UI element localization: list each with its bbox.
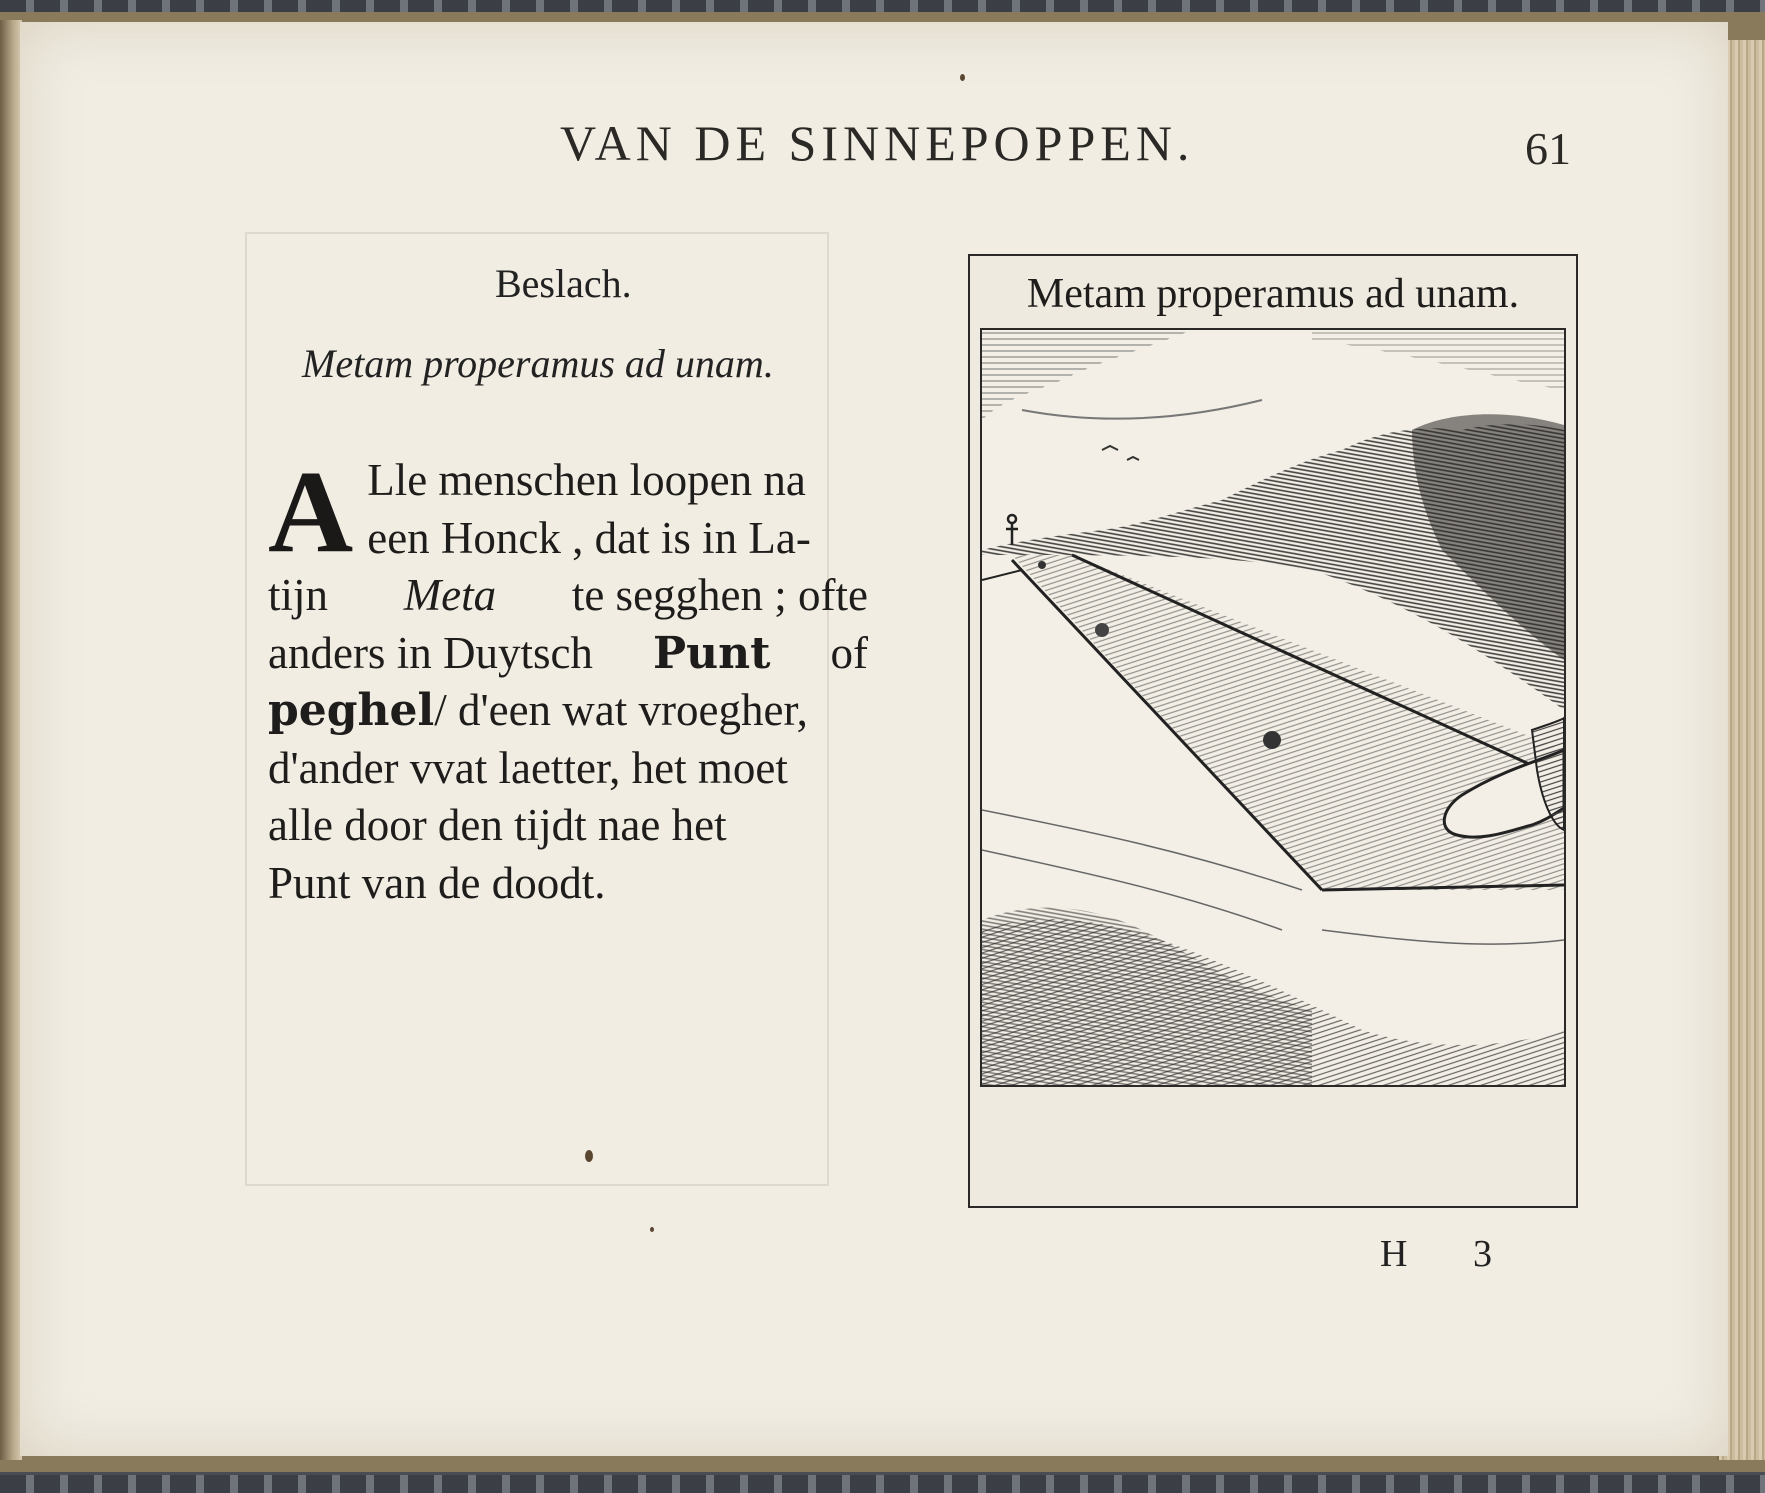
emblem-plate: [968, 254, 1578, 1208]
text-line: d'ander vvat laetter, het moet: [268, 742, 788, 793]
italic-word: Meta: [403, 570, 497, 620]
text-line: een Honck , dat is in La-: [367, 512, 811, 563]
text-line: [268, 567, 868, 625]
ball: [1095, 623, 1109, 637]
blackletter-word: peghel: [268, 685, 435, 736]
drop-cap: A: [268, 446, 354, 577]
text-fragment: / d'een wat vroegher,: [434, 685, 808, 735]
ground-shadow: [982, 908, 1312, 1085]
bird: [1102, 446, 1118, 450]
foxing-spot: [650, 1227, 654, 1232]
foxing-spot: [585, 1150, 593, 1162]
cloud: [1312, 330, 1564, 390]
scanner-stand-bottom: [0, 1475, 1765, 1493]
text-line: Punt van de doodt.: [268, 857, 606, 908]
text-fragment: of: [830, 627, 868, 678]
running-title: VAN DE SINNEPOPPEN.: [560, 115, 1195, 171]
signature-mark: H 3: [1380, 1233, 1520, 1275]
bird: [1127, 457, 1139, 460]
target-peg: [1006, 515, 1018, 545]
plate-motto: Metam properamus ad unam.: [1026, 271, 1520, 317]
ball: [1038, 561, 1046, 569]
left-page-edge: [0, 20, 22, 1460]
engraving: [980, 328, 1566, 1087]
lane-rail: [982, 570, 1022, 580]
section-heading: Beslach.: [495, 261, 632, 306]
text-line: Lle menschen loopen na: [367, 455, 806, 505]
text-line: [268, 682, 868, 740]
text-fragment: te segghen ; ofte: [571, 570, 868, 620]
body-text: [268, 446, 868, 912]
engraving-illustration: [982, 330, 1564, 1085]
text-fragment: tijn: [268, 570, 329, 620]
ball: [1263, 731, 1281, 749]
cloud: [1022, 400, 1262, 419]
text-fragment: anders in Duytsch: [268, 627, 593, 678]
text-line: alle door den tijdt nae het: [268, 800, 727, 850]
cloud: [982, 330, 1192, 420]
blackletter-word: Punt: [653, 627, 771, 679]
motto-italic: Metam properamus ad unam.: [302, 341, 774, 386]
page-number: 61: [1525, 123, 1571, 174]
book-page: [20, 22, 1728, 1456]
foxing-spot: [960, 74, 965, 81]
text-line: [268, 625, 868, 683]
